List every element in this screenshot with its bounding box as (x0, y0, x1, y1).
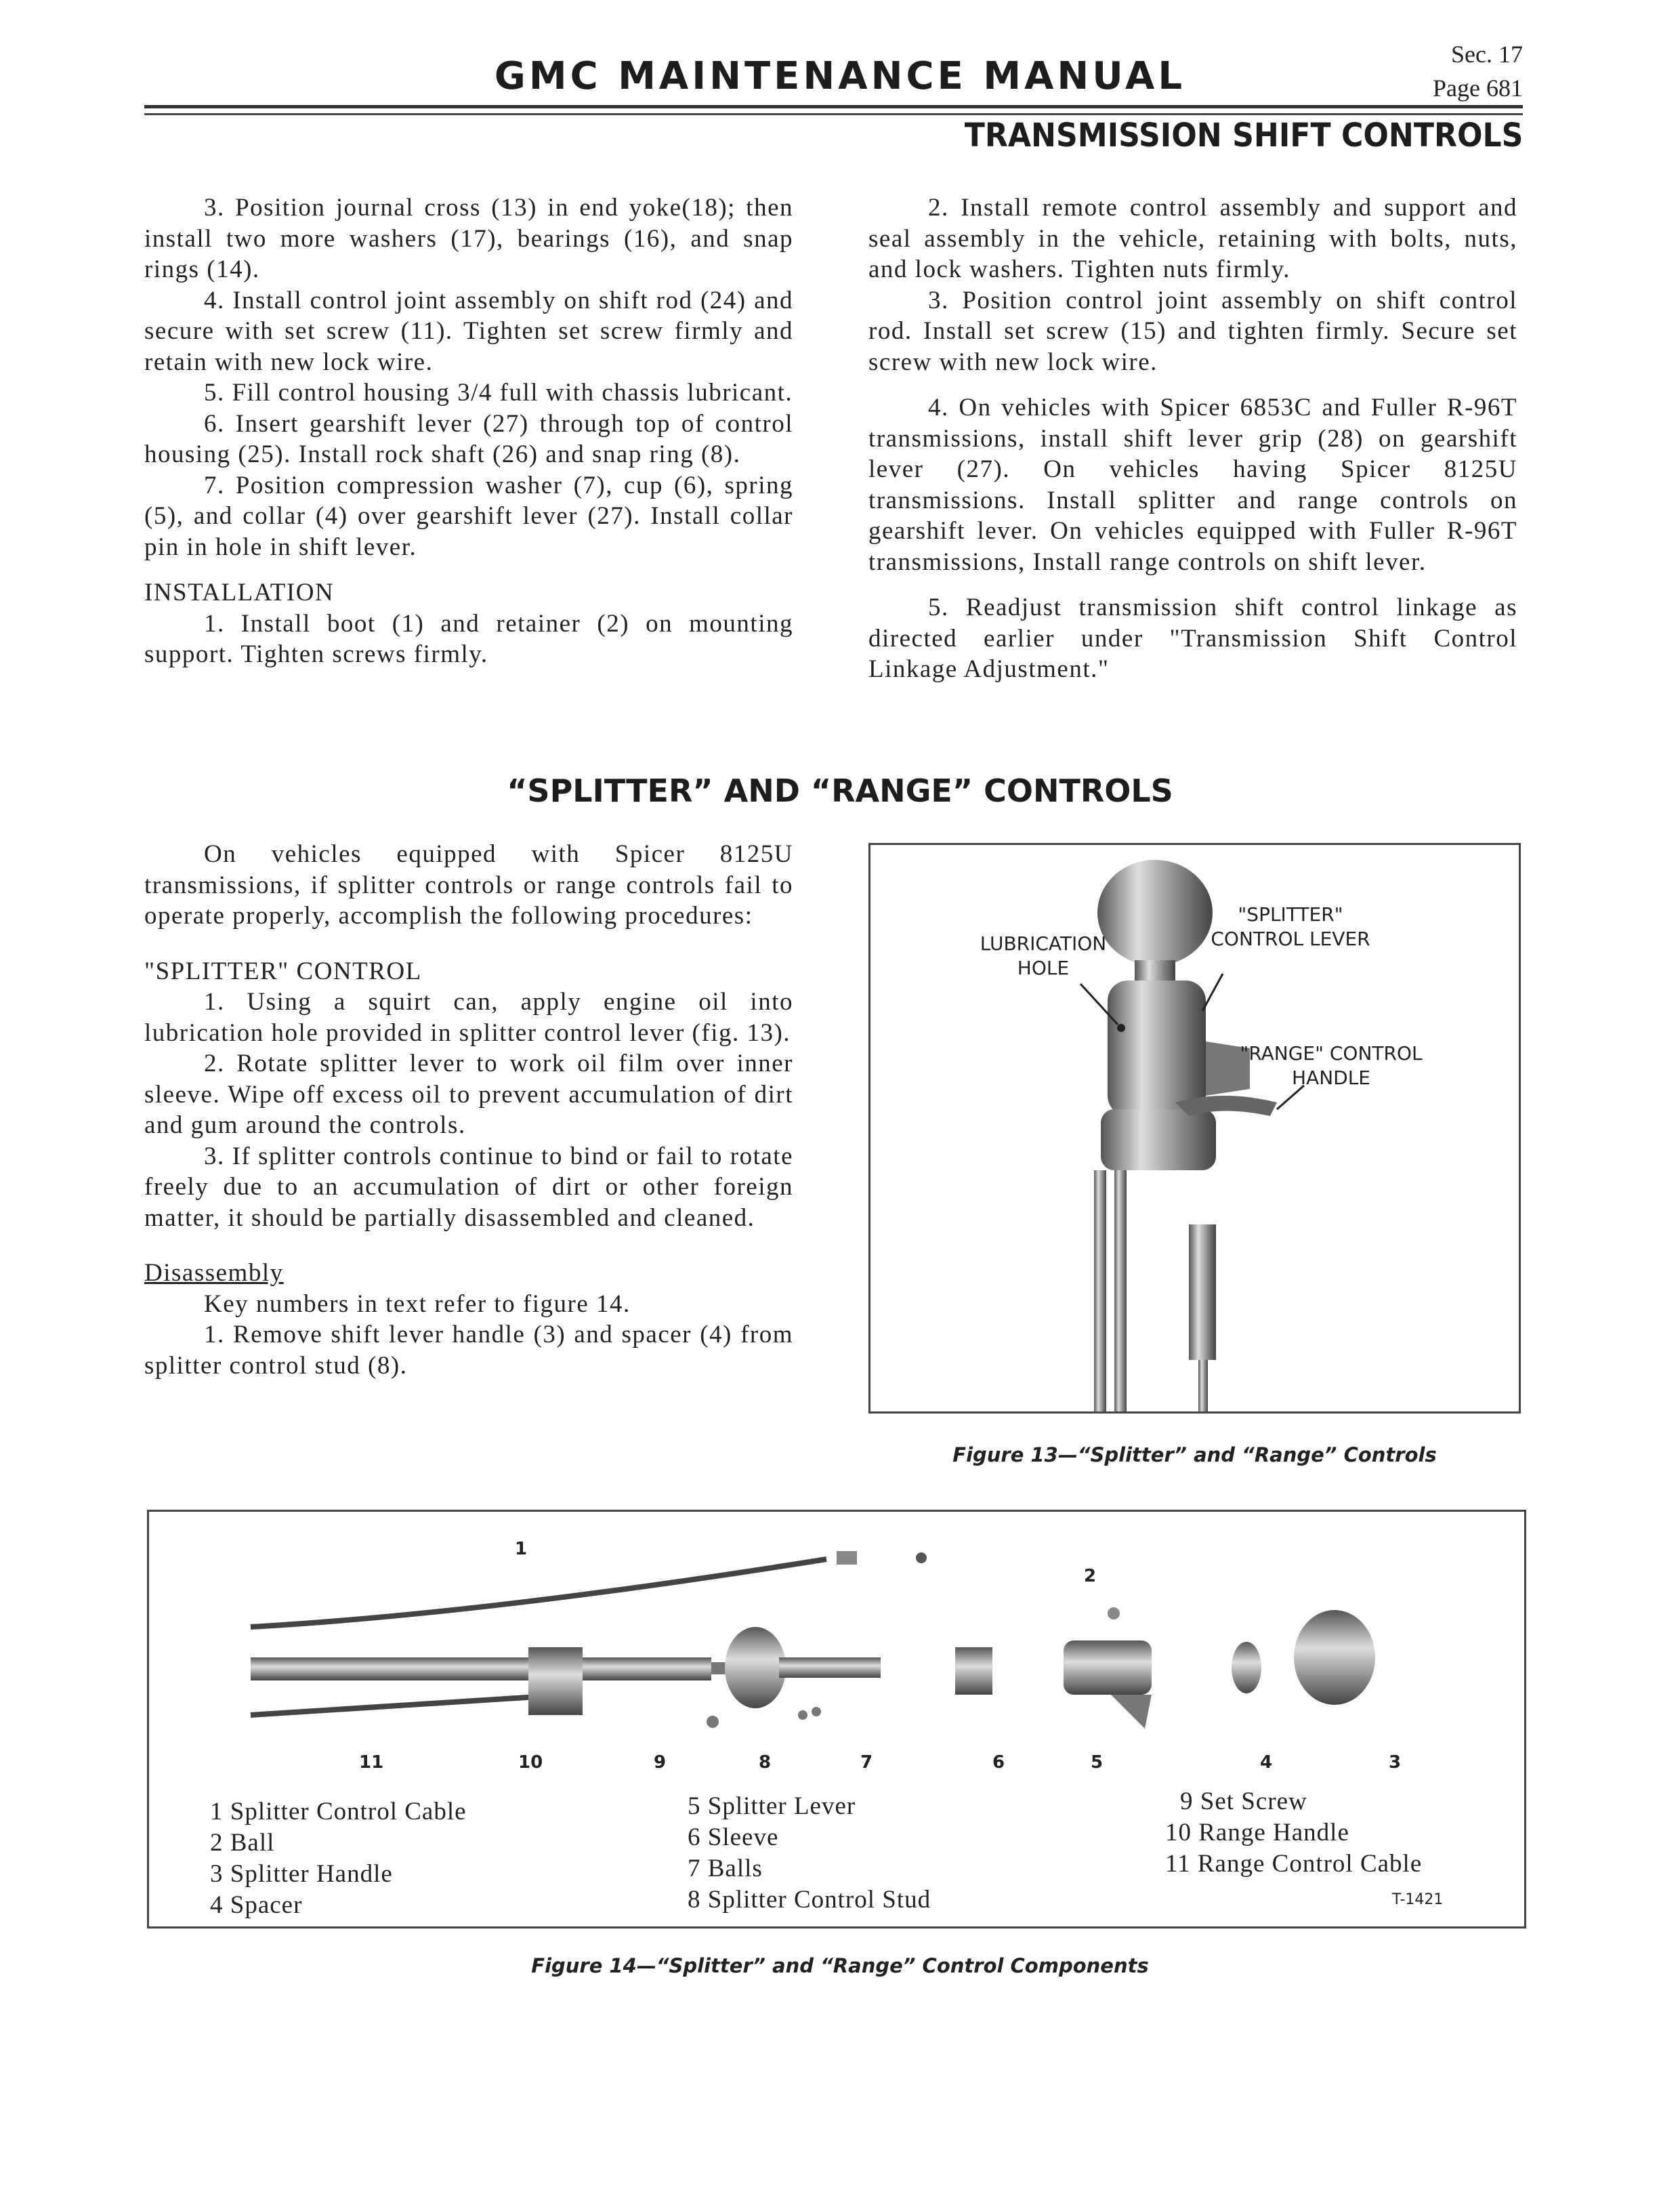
section-page-info (1433, 37, 1523, 105)
legend-column-1 (210, 1796, 467, 1921)
splitter-handle (1294, 1610, 1375, 1705)
callout-lubrication-hole: LUBRICATION HOLE (980, 932, 1107, 979)
part-label: 2 (1084, 1566, 1097, 1586)
splitter-control-cable (251, 1559, 826, 1627)
manual-title: GMC MAINTENANCE MANUAL (494, 54, 1186, 98)
paragraph: 5. Readjust transmission shift control linkage as directed earlier under "Transmission Shift Control Linkage Adjustment." (868, 594, 1517, 683)
legend-item: 1 Splitter Control Cable (210, 1798, 467, 1825)
left-column-top (144, 192, 793, 670)
part-label: 7 (860, 1752, 873, 1773)
paragraph: Key numbers in text refer to figure 14. (204, 1289, 631, 1318)
ball (1108, 1607, 1120, 1619)
figure-14-caption: Figure 14—“Splitter” and “Range” Control Components (531, 1954, 1149, 1977)
paragraph: 3. Position control joint assembly on shift control rod. Install set screw (15) and tighten firmly. Secure set screw with new lock wire. (868, 286, 1517, 376)
paragraph: 3. Position journal cross (13) in end yoke(18); then install two more washers (17), bearings (16), and snap rings (14). (144, 194, 793, 283)
installation-heading: INSTALLATION (144, 579, 335, 606)
legend-item: 7 Balls (688, 1855, 763, 1882)
part-label: 4 (1260, 1752, 1273, 1773)
paragraph: 6. Insert gearshift lever (27) through top of control housing (25). Install rock shaft (26) and snap ring (8). (144, 409, 793, 468)
legend-item: 4 Spacer (210, 1891, 303, 1919)
right-column-top (868, 192, 1517, 685)
legend-item: 11 Range Control Cable (1165, 1850, 1423, 1878)
part-label: 1 (515, 1539, 528, 1559)
part-label: 6 (992, 1752, 1005, 1773)
callout-range-handle: "RANGE" CONTROL HANDLE (1240, 1042, 1423, 1089)
paragraph: 3. If splitter controls continue to bind or fail to rotate freely due to an accumulation of dirt or other foreign matter, it should be partially disassembled and cleaned. (144, 1142, 793, 1232)
paragraph: 7. Position compression washer (7), cup (6), spring (5), and collar (4) over gearshift lever (27). Install collar pin in hole in shift lever. (144, 471, 793, 561)
chapter-title: TRANSMISSION SHIFT CONTROLS (964, 117, 1523, 154)
part-label: 5 (1091, 1752, 1104, 1773)
left-column-bottom (144, 839, 793, 1381)
part-label: 3 (1389, 1752, 1402, 1773)
section-heading: “SPLITTER” AND “RANGE” CONTROLS (507, 772, 1173, 809)
page-number: Page 681 (1433, 75, 1523, 102)
legend-item: 6 Sleeve (688, 1823, 779, 1851)
paragraph: 1. Remove shift lever handle (3) and spacer (4) from splitter control stud (8). (144, 1321, 793, 1380)
legend-column-3 (1165, 1786, 1422, 1880)
intro-paragraph: On vehicles equipped with Spicer 8125U transmissions, if splitter controls or range controls fail to operate properly, accomplish the following procedures: (144, 840, 793, 930)
spacer (1232, 1642, 1261, 1693)
components-illustration (149, 1512, 1524, 1769)
figure-13 (868, 843, 1521, 1413)
paragraph: 4. On vehicles with Spicer 6853C and Fuller R-96T transmissions, install shift lever grip (28) on gearshift lever (27). On vehicles having Spicer 8125U transmissions. Install splitter and range controls on gearshift lever. On vehicles equipped with Fuller R-96T transmissions, Install range controls on shift lever. (868, 394, 1517, 576)
callout-splitter-lever: "SPLITTER" CONTROL LEVER (1211, 903, 1370, 950)
section-number: Sec. 17 (1451, 41, 1523, 68)
figure-14 (147, 1510, 1526, 1928)
part-label: 10 (518, 1752, 543, 1773)
sleeve (955, 1647, 992, 1695)
paragraph: 1. Install boot (1) and retainer (2) on mounting support. Tighten screws firmly. (144, 609, 793, 668)
legend-item: 3 Splitter Handle (210, 1860, 393, 1888)
paragraph: 1. Using a squirt can, apply engine oil into lubrication hole provided in splitter control lever (fig. 13). (144, 988, 793, 1047)
header-rule (144, 105, 1523, 108)
part-label: 9 (654, 1752, 667, 1773)
legend-item: 8 Splitter Control Stud (688, 1886, 931, 1914)
splitter-control-stud (725, 1627, 786, 1708)
legend-item: 10 Range Handle (1165, 1819, 1349, 1846)
paragraph: 2. Rotate splitter lever to work oil film over inner sleeve. Wipe off excess oil to prevent accumulation of dirt and gum around the controls. (144, 1050, 793, 1139)
splitter-control-lever (1108, 981, 1206, 1116)
splitter-control-heading: "SPLITTER" CONTROL (144, 957, 422, 985)
disassembly-heading: Disassembly (144, 1259, 284, 1287)
set-screw (707, 1716, 719, 1728)
paragraph: 5. Fill control housing 3/4 full with chassis lubricant. (204, 379, 793, 407)
paragraph: 2. Install remote control assembly and support and seal assembly in the vehicle, retaining with bolts, nuts, and lock washers. Tighten nuts firmly. (868, 194, 1517, 283)
legend-item: 9 Set Screw (1180, 1788, 1307, 1815)
splitter-lever (1064, 1640, 1152, 1695)
part-label: 8 (759, 1752, 772, 1773)
figure-reference: T-1421 (1392, 1891, 1444, 1908)
range-control-cable (251, 1695, 569, 1715)
balls (798, 1710, 807, 1720)
legend-item: 2 Ball (210, 1829, 275, 1857)
lubrication-hole (1117, 1024, 1125, 1032)
figure-13-caption: Figure 13—“Splitter” and “Range” Controls (952, 1443, 1437, 1466)
shift-lever-illustration (870, 845, 1519, 1411)
legend-column-2 (688, 1791, 931, 1916)
part-label: 11 (359, 1752, 384, 1773)
paragraph: 4. Install control joint assembly on shift rod (24) and secure with set screw (11). Tighten set screw firmly and retain with new lock wire. (144, 286, 793, 376)
range-handle (528, 1647, 583, 1715)
legend-item: 5 Splitter Lever (688, 1792, 856, 1820)
header-rule-thin (144, 113, 1523, 115)
